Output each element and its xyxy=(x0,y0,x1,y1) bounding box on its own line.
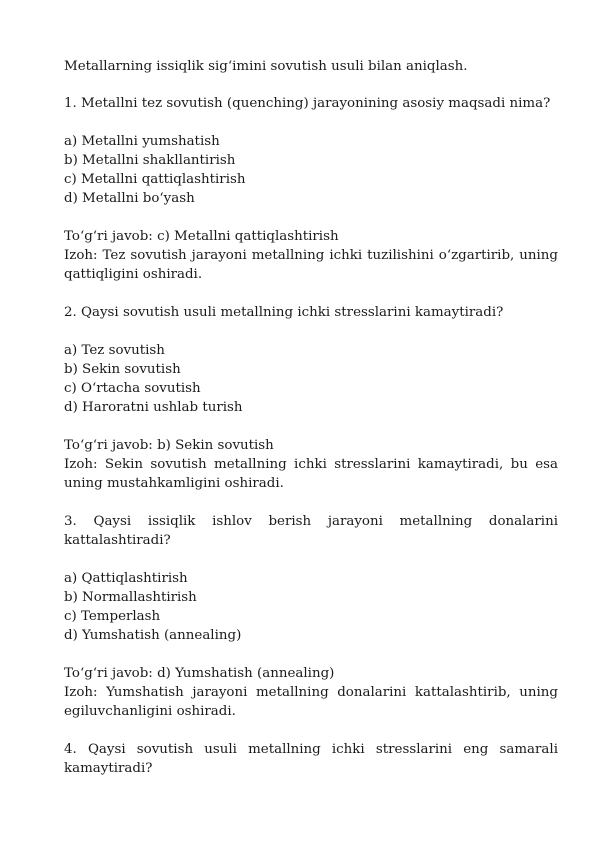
option-a: a) Qattiqlashtirish xyxy=(64,571,188,586)
question-text: 3. Qaysi issiqlik ishlov berish jarayoni metallning donalarini kattalashtiradi? xyxy=(64,514,558,548)
document-title: Metallarning issiqlik sigʻimini sovutish usuli bilan aniqlash. xyxy=(64,59,468,74)
question-1-options xyxy=(64,132,558,208)
option-c: c) Temperlash xyxy=(64,609,161,624)
explanation: Izoh: Tez sovutish jarayoni metallning ichki tuzilishini oʻzgartirib, uning qattiqligini oshiradi. xyxy=(64,248,558,282)
question-1 xyxy=(64,94,558,113)
explanation: Izoh: Yumshatish jarayoni metallning donalarini kattalashtirib, uning egiluvchanligini oshiradi. xyxy=(64,685,558,719)
correct-answer: Toʻgʻri javob: b) Sekin sovutish xyxy=(64,438,274,453)
option-d: d) Yumshatish (annealing) xyxy=(64,628,242,643)
question-3 xyxy=(64,512,558,550)
option-c: c) Metallni qattiqlashtirish xyxy=(64,172,246,187)
question-3-answer xyxy=(64,664,558,721)
question-text: 4. Qaysi sovutish usuli metallning ichki stresslarini eng samarali kamaytiradi? xyxy=(64,742,558,776)
option-d: d) Haroratni ushlab turish xyxy=(64,400,243,415)
question-2-answer xyxy=(64,436,558,493)
question-text: 1. Metallni tez sovutish (quenching) jarayonining asosiy maqsadi nima? xyxy=(64,96,551,111)
question-4 xyxy=(64,740,558,778)
question-1-answer xyxy=(64,227,558,284)
question-2-options xyxy=(64,341,558,417)
question-text: 2. Qaysi sovutish usuli metallning ichki stresslarini kamaytiradi? xyxy=(64,305,504,320)
option-c: c) Oʻrtacha sovutish xyxy=(64,381,201,396)
explanation: Izoh: Sekin sovutish metallning ichki stresslarini kamaytiradi, bu esa uning mustahkamligini oshiradi. xyxy=(64,457,558,491)
option-a: a) Tez sovutish xyxy=(64,343,165,358)
option-a: a) Metallni yumshatish xyxy=(64,134,220,149)
option-b: b) Sekin sovutish xyxy=(64,362,181,377)
correct-answer: Toʻgʻri javob: d) Yumshatish (annealing) xyxy=(64,666,335,681)
option-d: d) Metallni boʻyash xyxy=(64,191,195,206)
option-b: b) Metallni shakllantirish xyxy=(64,153,236,168)
question-2 xyxy=(64,303,558,322)
question-3-options xyxy=(64,569,558,645)
document-page xyxy=(64,57,558,797)
option-b: b) Normallashtirish xyxy=(64,590,197,605)
correct-answer: Toʻgʻri javob: c) Metallni qattiqlashtirish xyxy=(64,229,339,244)
